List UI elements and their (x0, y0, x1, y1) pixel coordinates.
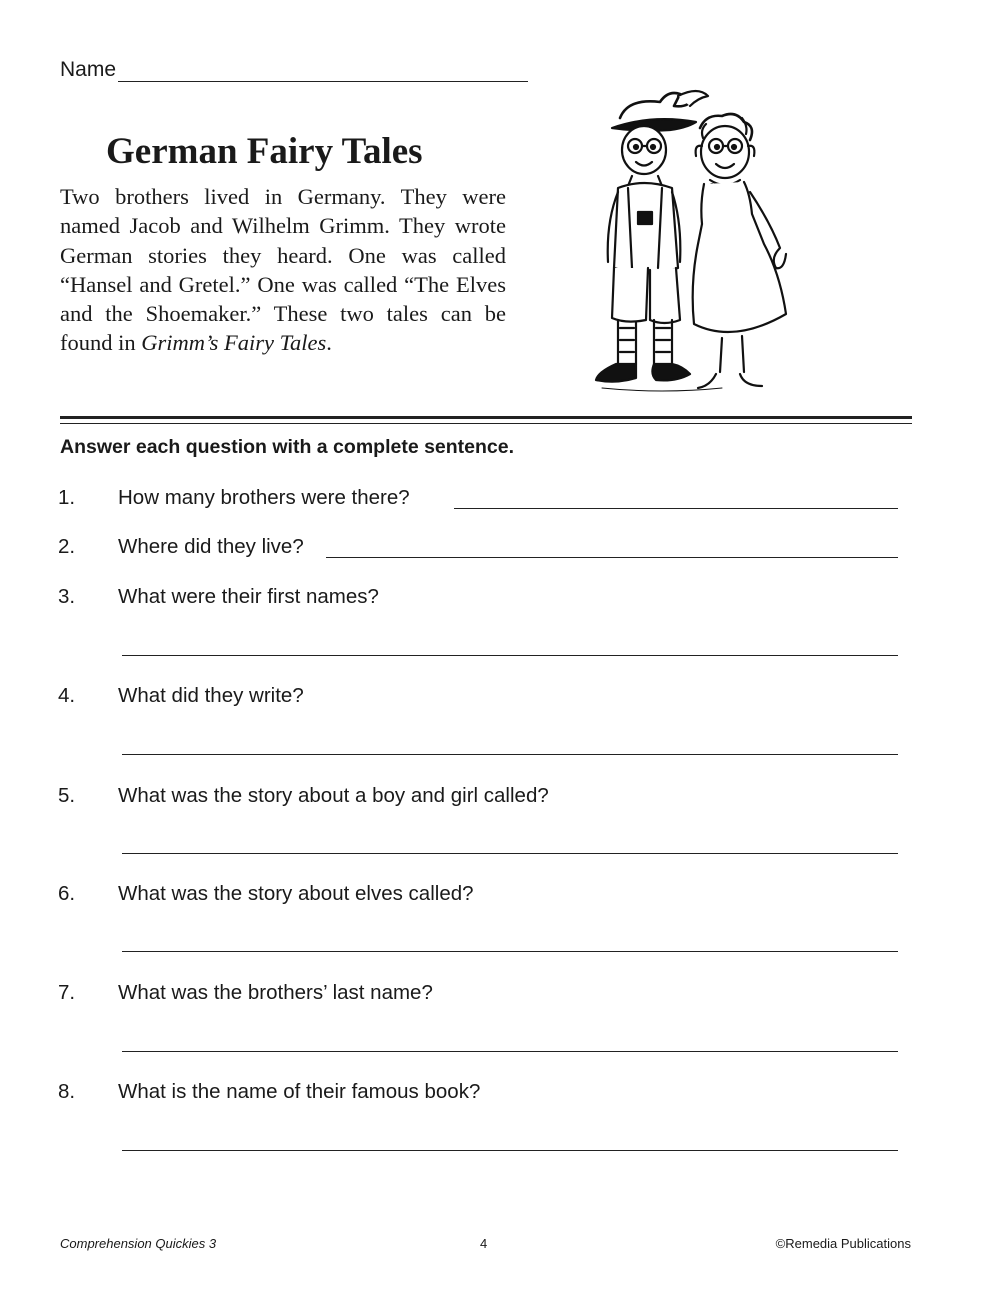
answer-line[interactable] (122, 655, 898, 656)
question-number: 4. (58, 684, 76, 707)
divider-thin (60, 423, 912, 424)
question-number: 6. (58, 882, 76, 905)
divider-thick (60, 416, 912, 419)
answer-line[interactable] (122, 951, 898, 952)
name-blank-line[interactable] (118, 61, 528, 82)
passage-text: Two brothers lived in Germany. They were named Jacob and Wilhelm Grimm. They wrote German stories they heard. One was called “Hansel and Gretel.” One was called “The Elves and the Shoemaker.” These two tales can be found in (60, 184, 506, 356)
boy-figure (596, 91, 708, 382)
boy-and-girl-illustration (592, 88, 824, 408)
question-1 (0, 486, 1000, 526)
question-text: How many brothers were there? (118, 486, 410, 509)
question-2 (0, 535, 1000, 575)
reading-passage (60, 182, 506, 358)
question-text: Where did they live? (118, 535, 304, 558)
question-6 (0, 882, 1000, 922)
footer-copyright: ©Remedia Publications (775, 1236, 911, 1251)
answer-line[interactable] (122, 754, 898, 755)
question-4 (0, 684, 1000, 724)
answer-line[interactable] (122, 1051, 898, 1052)
question-7 (0, 981, 1000, 1021)
girl-figure (693, 114, 786, 388)
instructions: Answer each question with a complete sentence. (60, 436, 515, 458)
passage-end: . (326, 330, 332, 356)
question-text: What were their first names? (118, 585, 379, 608)
answer-line[interactable] (326, 557, 898, 558)
answer-line[interactable] (122, 853, 898, 854)
page-number: 4 (480, 1236, 488, 1251)
question-text: What was the brothers’ last name? (118, 981, 433, 1004)
question-number: 2. (58, 535, 76, 558)
question-number: 5. (58, 784, 76, 807)
question-text: What is the name of their famous book? (118, 1080, 481, 1103)
question-8 (0, 1080, 1000, 1120)
answer-line[interactable] (454, 508, 898, 509)
book-title: Grimm’s Fairy Tales (141, 330, 327, 356)
page-title: German Fairy Tales (106, 131, 423, 172)
footer-book-title: Comprehension Quickies 3 (60, 1236, 217, 1251)
question-number: 7. (58, 981, 76, 1004)
question-text: What was the story about elves called? (118, 882, 474, 905)
name-field (60, 58, 528, 82)
question-number: 8. (58, 1080, 76, 1103)
answer-line[interactable] (122, 1150, 898, 1151)
question-text: What was the story about a boy and girl called? (118, 784, 549, 807)
question-5 (0, 784, 1000, 824)
question-number: 1. (58, 486, 76, 509)
question-number: 3. (58, 585, 76, 608)
name-label: Name (60, 58, 117, 81)
question-text: What did they write? (118, 684, 304, 707)
question-3 (0, 585, 1000, 625)
